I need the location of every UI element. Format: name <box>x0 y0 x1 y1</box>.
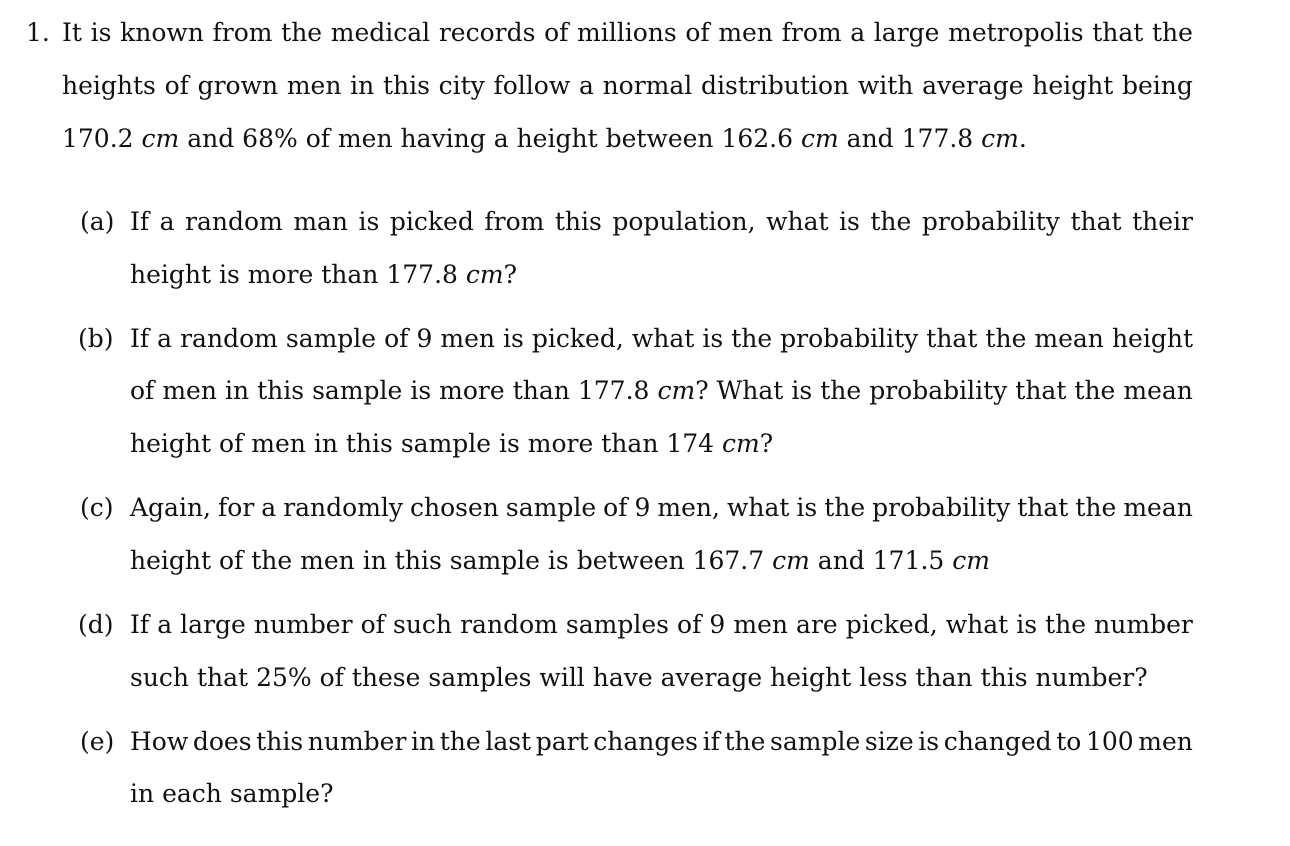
part-c-label: (c) <box>80 493 114 522</box>
word: does <box>192 727 252 756</box>
word: with <box>857 71 914 100</box>
word: men <box>440 324 496 353</box>
word: a <box>850 18 866 47</box>
word: their <box>1132 207 1193 236</box>
word: grown <box>197 71 279 100</box>
part-e-line-2: in each sample? <box>130 779 334 808</box>
word: 9 <box>634 493 651 522</box>
word: 9 <box>416 324 433 353</box>
word: is <box>702 324 724 353</box>
word: man <box>293 207 349 236</box>
word: men <box>1138 727 1193 756</box>
word: of <box>685 18 710 47</box>
part-e-label: (e) <box>80 727 115 756</box>
word: number <box>253 610 353 639</box>
word: is <box>1016 610 1038 639</box>
intro-line-3: 170.2 cm and 68% of men having a height between 162.6 cm and 177.8 cm. <box>62 124 1027 153</box>
part-a-label: (a) <box>80 207 115 236</box>
word: this <box>257 376 305 405</box>
word: of <box>384 324 409 353</box>
word: of <box>360 610 385 639</box>
word: mean <box>1123 376 1193 405</box>
word: the <box>1151 18 1193 47</box>
word: the <box>1045 610 1087 639</box>
problem-number: 1. <box>26 18 50 47</box>
word: known <box>120 18 204 47</box>
word: mean <box>1123 493 1193 522</box>
word: It <box>62 18 82 47</box>
word: the <box>281 18 323 47</box>
word: what <box>766 207 829 236</box>
word: the <box>439 727 481 756</box>
word: 177.8 <box>577 376 650 405</box>
word: from <box>484 207 545 236</box>
word: picked, <box>531 324 624 353</box>
word: size <box>864 727 914 756</box>
word: is <box>503 324 524 353</box>
word: a <box>578 71 594 100</box>
word: medical <box>330 18 431 47</box>
word: picked, <box>845 610 938 639</box>
word: random <box>460 610 558 639</box>
word: men <box>162 376 217 405</box>
part-d-label: (d) <box>78 610 114 639</box>
word: of <box>164 71 189 100</box>
part-b-line-3: height of men in this sample is more than 174 cm? <box>130 429 774 458</box>
word: the <box>1075 493 1117 522</box>
word: If <box>130 324 150 353</box>
word: men <box>733 610 788 639</box>
word: part <box>535 727 589 756</box>
word: such <box>393 610 453 639</box>
word: of <box>603 493 628 522</box>
part-b-label: (b) <box>78 324 114 353</box>
word: sample <box>505 493 597 522</box>
part-d-line-1 <box>130 610 1193 640</box>
word: of <box>130 376 155 405</box>
word: men <box>286 71 342 100</box>
word: number <box>307 727 407 756</box>
word: a <box>157 610 173 639</box>
word: random <box>185 207 283 236</box>
word: 9 <box>709 610 726 639</box>
word: from <box>781 18 842 47</box>
intro-line-2 <box>62 71 1193 101</box>
word: than <box>512 376 570 405</box>
word: picked <box>389 207 474 236</box>
word: chosen <box>410 493 499 522</box>
word: men <box>718 18 773 47</box>
word: a <box>261 493 277 522</box>
word: to <box>1056 727 1082 756</box>
word: in <box>350 71 375 100</box>
word: probability <box>780 324 919 353</box>
word: metropolis <box>948 18 1084 47</box>
word: this <box>256 727 304 756</box>
word: for <box>218 493 255 522</box>
word: in <box>411 727 436 756</box>
word: that <box>1092 18 1144 47</box>
part-b-line-1 <box>130 324 1193 354</box>
word: What <box>716 376 784 405</box>
word: is <box>839 207 860 236</box>
word: If <box>130 207 150 236</box>
word: more <box>439 376 505 405</box>
word: population, <box>612 207 756 236</box>
word: is <box>90 18 112 47</box>
word: men, <box>657 493 720 522</box>
word: sample <box>285 324 377 353</box>
word: of <box>544 18 569 47</box>
word: that <box>1015 376 1067 405</box>
word: city <box>438 71 485 100</box>
word: sample <box>770 727 861 756</box>
word: follow <box>493 71 571 100</box>
word: is <box>918 727 940 756</box>
part-d-line-2: such that 25% of these samples will have average height less than this number? <box>130 663 1148 692</box>
word: last <box>485 727 532 756</box>
word: large <box>180 610 246 639</box>
word: the <box>824 493 866 522</box>
word: are <box>796 610 838 639</box>
word: If <box>130 610 150 639</box>
part-e-line-1 <box>130 727 1193 757</box>
word: a <box>159 207 175 236</box>
intro-line-1 <box>62 18 1193 48</box>
word: distribution <box>700 71 850 100</box>
word: what <box>631 324 695 353</box>
word: is <box>791 376 813 405</box>
word: randomly <box>283 493 404 522</box>
word: that <box>926 324 978 353</box>
word: heights <box>62 71 156 100</box>
word: if <box>702 727 720 756</box>
word: in <box>224 376 250 405</box>
word: is <box>796 493 818 522</box>
word: number <box>1094 610 1193 639</box>
word: what <box>726 493 790 522</box>
word: a <box>157 324 173 353</box>
word: probability <box>869 376 1008 405</box>
part-b-line-2 <box>130 376 1193 406</box>
word: mean <box>1034 324 1104 353</box>
word: probability <box>872 493 1011 522</box>
word: the <box>985 324 1027 353</box>
word: the <box>1074 376 1116 405</box>
word: the <box>724 727 766 756</box>
word: height <box>1032 71 1114 100</box>
word: Again, <box>130 493 212 522</box>
word: is <box>410 376 432 405</box>
word: 100 <box>1085 727 1134 756</box>
word: records <box>438 18 536 47</box>
part-a-line-1 <box>130 207 1193 237</box>
word: being <box>1122 71 1193 100</box>
word: height <box>1111 324 1193 353</box>
word: from <box>212 18 273 47</box>
word: normal <box>602 71 693 100</box>
word: the <box>820 376 862 405</box>
word: the <box>731 324 773 353</box>
word: average <box>922 71 1024 100</box>
word: that <box>1017 493 1069 522</box>
word: the <box>870 207 912 236</box>
word: changed <box>943 727 1052 756</box>
word: millions <box>577 18 677 47</box>
word: How <box>130 727 189 756</box>
word: is <box>358 207 380 236</box>
part-c-line-1 <box>130 493 1193 523</box>
word: that <box>1070 207 1122 236</box>
word: sample <box>312 376 403 405</box>
word: large <box>873 18 940 47</box>
part-a-line-2: height is more than 177.8 cm? <box>130 260 518 289</box>
word: changes <box>593 727 698 756</box>
word: of <box>677 610 702 639</box>
word: samples <box>565 610 669 639</box>
word: this <box>382 71 430 100</box>
word: what <box>945 610 1009 639</box>
part-c-line-2: height of the men in this sample is between 167.7 cm and 171.5 cm <box>130 546 991 575</box>
word: this <box>554 207 602 236</box>
word: cm? <box>657 376 709 405</box>
word: probability <box>921 207 1060 236</box>
word: random <box>180 324 278 353</box>
